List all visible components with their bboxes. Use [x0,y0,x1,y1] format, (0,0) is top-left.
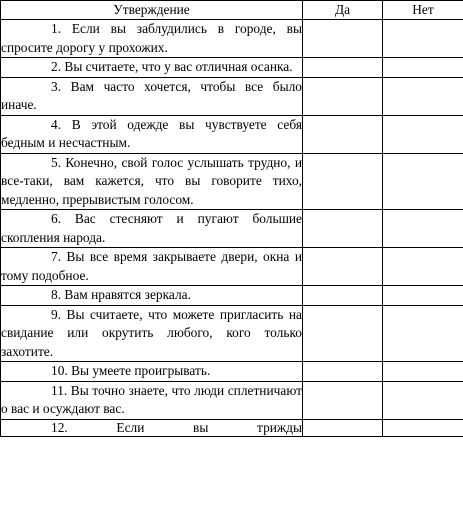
statement-cell: 9. Вы считаете, что можете пригласить на свидание или окрутить любого, кого только захотите. [1,305,303,362]
no-answer-cell[interactable] [383,153,463,210]
header-no: Нет [383,1,463,20]
statement-cell: 10. Вы умеете проигрывать. [1,362,303,382]
statement-cell: 5. Конечно, свой голос услышать трудно, и все-таки, вам кажется, что вы говорите тихо, медленно, прерывистым голосом. [1,153,303,210]
statement-cell: 8. Вам нравятся зеркала. [1,286,303,306]
no-answer-cell[interactable] [383,305,463,362]
header-row [1,1,463,20]
no-answer-cell[interactable] [383,286,463,306]
table-row [1,58,463,78]
table-row [1,153,463,210]
yes-answer-cell[interactable] [303,20,383,58]
statement-cell: 6. Вас стесняют и пугают большие скопления народа. [1,210,303,248]
no-answer-cell[interactable] [383,381,463,419]
statement-cell: 12. Если вы трижды [1,419,303,436]
yes-answer-cell[interactable] [303,419,383,436]
header-yes: Да [303,1,383,20]
no-answer-cell[interactable] [383,362,463,382]
no-answer-cell[interactable] [383,210,463,248]
statement-cell: 2. Вы считаете, что у вас отличная осанка. [1,58,303,78]
no-answer-cell[interactable] [383,115,463,153]
statement-cell: 7. Вы все время закрываете двери, окна и тому подобное. [1,248,303,286]
yes-answer-cell[interactable] [303,58,383,78]
yes-answer-cell[interactable] [303,153,383,210]
no-answer-cell[interactable] [383,58,463,78]
table-row [1,248,463,286]
yes-answer-cell[interactable] [303,77,383,115]
yes-answer-cell[interactable] [303,210,383,248]
statement-cell: 1. Если вы заблудились в городе, вы спросите дорогу у прохожих. [1,20,303,58]
table-row [1,210,463,248]
statement-cell: 4. В этой одежде вы чувствуете себя бедным и несчастным. [1,115,303,153]
no-answer-cell[interactable] [383,248,463,286]
no-answer-cell[interactable] [383,77,463,115]
table-row [1,381,463,419]
table-row [1,20,463,58]
table-row [1,419,463,436]
yes-answer-cell[interactable] [303,248,383,286]
table-row [1,286,463,306]
no-answer-cell[interactable] [383,20,463,58]
statement-cell: 3. Вам часто хочется, чтобы все было иначе. [1,77,303,115]
table-row [1,77,463,115]
table-row [1,362,463,382]
yes-answer-cell[interactable] [303,362,383,382]
header-statement: Утверждение [1,1,303,20]
yes-answer-cell[interactable] [303,115,383,153]
yes-answer-cell[interactable] [303,286,383,306]
no-answer-cell[interactable] [383,419,463,436]
yes-answer-cell[interactable] [303,381,383,419]
table-row [1,305,463,362]
statement-cell: 11. Вы точно знаете, что люди сплетничают о вас и осуждают вас. [1,381,303,419]
table-row [1,115,463,153]
yes-answer-cell[interactable] [303,305,383,362]
